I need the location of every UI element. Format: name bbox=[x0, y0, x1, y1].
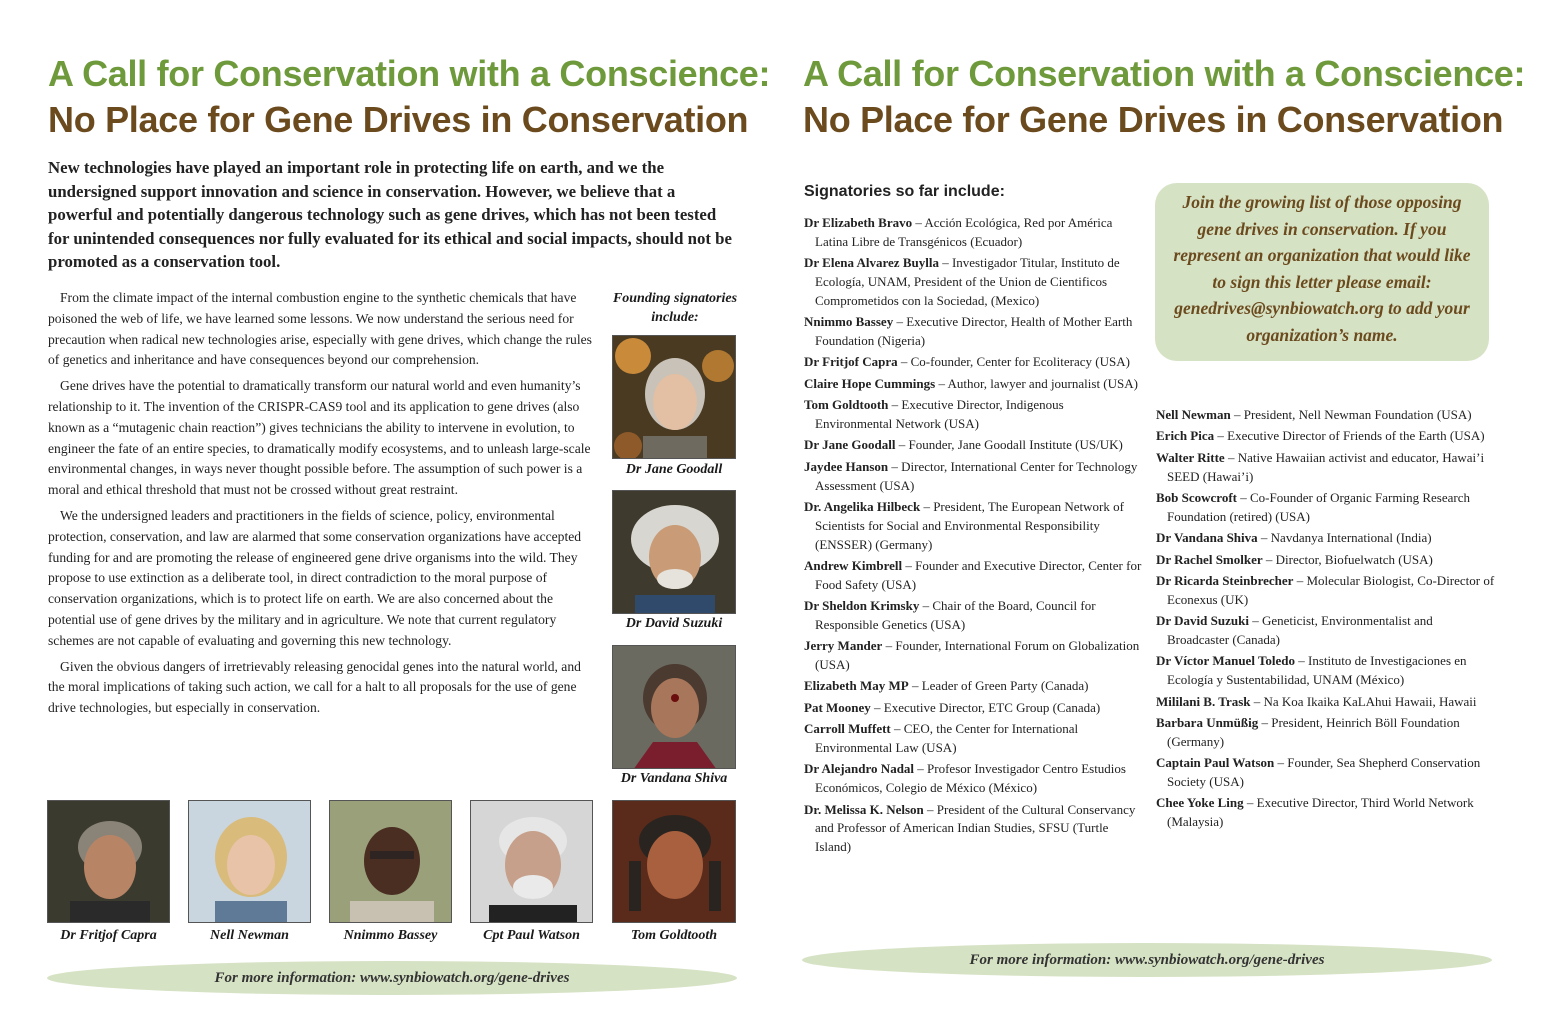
signatory-name: Pat Mooney bbox=[804, 699, 871, 715]
signatory-description: – Co-Founder of Organic Farming Research Foundation (retired) (USA) bbox=[1167, 489, 1470, 524]
signatory-entry bbox=[804, 597, 1144, 635]
signatory-description: – Founder, Jane Goodall Institute (US/UK) bbox=[895, 437, 1123, 453]
signatory-description: – Chair of the Board, Council for Responsible Genetics (USA) bbox=[815, 598, 1096, 632]
signatory-entry bbox=[804, 436, 1144, 455]
signatory-entry bbox=[1156, 551, 1496, 570]
photo-tom-goldtooth bbox=[612, 800, 736, 923]
signatory-entry bbox=[1156, 754, 1496, 792]
signatory-description: – Profesor Investigador Centro Estudios Económicos, Colegio de México (México) bbox=[815, 761, 1126, 796]
signatory-entry bbox=[1156, 612, 1496, 650]
caption-nell-newman: Nell Newman bbox=[210, 928, 289, 943]
join-callout: Join the growing list of those opposing gene drives in conservation. If you represent an organization that would like to sign this letter please email: genedrives@synbiowatch.org to add your organization’s name. bbox=[1155, 183, 1489, 361]
signatory-name: Claire Hope Cummings bbox=[804, 375, 936, 391]
signatory-entry bbox=[804, 677, 1144, 696]
signatory-entry bbox=[804, 699, 1144, 718]
signatory-name: Dr Víctor Manuel Toledo bbox=[1156, 653, 1296, 669]
signatory-description: – Founder, Sea Shepherd Conservation Society (USA) bbox=[1167, 755, 1481, 789]
photo-nnimmo-bassey bbox=[329, 800, 452, 923]
signatory-name: Dr Vandana Shiva bbox=[1156, 530, 1258, 546]
photo-fritjof-capra bbox=[47, 800, 170, 923]
signatory-entry bbox=[1156, 652, 1496, 690]
signatory-name: Bob Scowcroft bbox=[1156, 489, 1238, 505]
signatory-description: – Executive Director, ETC Group (Canada) bbox=[870, 699, 1101, 715]
signatory-entry bbox=[1156, 714, 1496, 752]
signatory-entry bbox=[804, 214, 1144, 252]
signatory-description: – Na Koa Ikaika KaLAhui Hawaii, Hawaii bbox=[1250, 693, 1477, 709]
photo-david-suzuki bbox=[612, 490, 736, 614]
signatory-name: Dr Rachel Smolker bbox=[1156, 551, 1263, 567]
signatory-description: – Director, International Center for Technology Assessment (USA) bbox=[815, 458, 1138, 493]
body-text bbox=[48, 288, 596, 724]
signatory-description: – Executive Director of Friends of the Earth (USA) bbox=[1214, 428, 1485, 444]
signatory-description: – Executive Director, Indigenous Environmental Network (USA) bbox=[815, 397, 1064, 431]
signatory-entry bbox=[804, 801, 1144, 857]
right-title-line1: A Call for Conservation with a Conscience: bbox=[803, 53, 1526, 94]
intro-paragraph: New technologies have played an important role in protecting life on earth, and we the undersigned support innovation and science in conservation. However, we believe that a powerful and potentially dangerous technology such as gene drives, which has not been tested for unintended consequences nor fully evaluated for its ethical and social impacts, should not be promoted as a conservation tool. bbox=[48, 158, 732, 271]
signatory-name: Andrew Kimbrell bbox=[804, 557, 903, 573]
signatory-entry bbox=[804, 760, 1144, 798]
signatory-name: Jaydee Hanson bbox=[804, 458, 889, 474]
body-paragraph: From the climate impact of the internal combustion engine to the synthetic chemicals that have poisoned the web of life, we have learned some lessons. We now understand the serious need for precaution when radical new technologies arise, especially with gene drives, which change the rules of genetics and inheritance and have consequences beyond our comprehension. bbox=[48, 290, 592, 368]
signatory-name: Jerry Mander bbox=[804, 638, 883, 654]
signatory-name: Erich Pica bbox=[1156, 428, 1215, 444]
signatory-name: Dr Sheldon Krimsky bbox=[804, 598, 920, 614]
signatory-description: – President, The European Network of Scientists for Social and Environmental Responsibility (ENSSER) (Germany) bbox=[815, 498, 1124, 552]
signatory-name: Dr. Melissa K. Nelson bbox=[804, 801, 924, 817]
founding-label: Founding signatories include: bbox=[612, 291, 738, 325]
signatory-entry bbox=[1156, 572, 1496, 610]
signatory-entry bbox=[804, 557, 1144, 595]
signatories-column-2 bbox=[1156, 406, 1496, 834]
photo-vandana-shiva bbox=[612, 645, 736, 769]
signatory-name: Elizabeth May MP bbox=[804, 678, 909, 694]
signatory-entry bbox=[1156, 449, 1496, 487]
signatory-description: – Executive Director, Third World Network (Malaysia) bbox=[1167, 795, 1474, 830]
signatory-entry bbox=[1156, 406, 1496, 425]
signatory-name: Dr Ricarda Steinbrecher bbox=[1156, 572, 1294, 588]
signatory-entry bbox=[804, 637, 1144, 675]
caption-nnimmo-bassey: Nnimmo Bassey bbox=[343, 928, 438, 943]
signatory-description: – Instituto de Investigaciones en Ecología y Sustentabilidad, UNAM (México) bbox=[1167, 653, 1467, 688]
right-footer-link[interactable]: For more information: www.synbiowatch.org/gene-drives bbox=[802, 943, 1492, 977]
signatory-name: Carroll Muffett bbox=[804, 721, 891, 737]
signatory-name: Nnimmo Bassey bbox=[804, 314, 894, 330]
signatory-description: – Author, lawyer and journalist (USA) bbox=[935, 375, 1138, 391]
caption-paul-watson: Cpt Paul Watson bbox=[483, 928, 580, 943]
signatory-name: Dr Jane Goodall bbox=[804, 437, 896, 453]
signatory-name: Dr Elizabeth Bravo bbox=[804, 215, 913, 230]
signatory-description: – President of the Cultural Conservancy and Professor of American Indian Studies, SFSU (Turtle Island) bbox=[815, 801, 1136, 855]
body-paragraph: Gene drives have the potential to dramatically transform our natural world and even humanity’s relationship to it. The invention of the CRISPR-CAS9 tool and its application to gene drives (also known as a “mutagenic chain reaction”) gives technicians the ability to intervene in evolution, to engineer the fate of an entire species, to dramatically modify ecosystems, and to unleash large-scale environmental changes, in ways never thought possible before. The assumption of such power is a moral and ethical threshold that must not be crossed without great restraint. bbox=[48, 378, 591, 498]
signatory-name: Dr Elena Alvarez Buylla bbox=[804, 255, 939, 271]
caption-david-suzuki: Dr David Suzuki bbox=[625, 616, 723, 631]
caption-fritjof-capra: Dr Fritjof Capra bbox=[60, 928, 157, 943]
signatory-name: Mililani B. Trask bbox=[1156, 693, 1251, 709]
signatory-description: – Director, Biofuelwatch (USA) bbox=[1262, 551, 1433, 567]
signatories-column-1 bbox=[804, 214, 1144, 860]
signatory-description: – Co-founder, Center for Ecoliteracy (USA) bbox=[897, 354, 1130, 370]
signatory-description: – Executive Director, Health of Mother Earth Foundation (Nigeria) bbox=[815, 314, 1133, 348]
caption-jane-goodall: Dr Jane Goodall bbox=[625, 462, 723, 477]
signatory-description: – CEO, the Center for International Environmental Law (USA) bbox=[815, 721, 1079, 756]
signatory-entry bbox=[804, 720, 1144, 758]
signatory-description: – Leader of Green Party (Canada) bbox=[908, 678, 1089, 694]
right-page bbox=[775, 0, 1550, 1033]
body-paragraph: We the undersigned leaders and practitioners in the fields of science, policy, environmental protection, conservation, and law are alarmed that some conservation organizations have accepted funding for and are promoting the release of engineered gene drive organisms into the wild. They propose to use extinction as a deliberate tool, in direct contradiction to the moral purpose of conservation organizations, which is to protect life on earth. We are also concerned about the potential use of gene drives by the military and in agriculture. We note that current regulatory schemes are not capable of evaluating and governing this new technology. bbox=[48, 507, 582, 648]
caption-tom-goldtooth: Tom Goldtooth bbox=[630, 928, 718, 943]
signatory-name: Dr. Angelika Hilbeck bbox=[804, 498, 921, 514]
signatory-entry bbox=[804, 375, 1144, 394]
signatory-description: – President, Nell Newman Foundation (USA) bbox=[1230, 407, 1472, 422]
signatory-entry bbox=[804, 313, 1144, 351]
photo-paul-watson bbox=[470, 800, 593, 923]
signatory-name: Dr Fritjof Capra bbox=[804, 354, 898, 370]
signatory-entry bbox=[1156, 693, 1496, 712]
left-footer-link[interactable]: For more information: www.synbiowatch.org/gene-drives bbox=[47, 961, 737, 995]
signatory-description: – Native Hawaiian activist and educator, Hawai’i SEED (Hawai’i) bbox=[1167, 449, 1485, 484]
left-title-line1: A Call for Conservation with a Conscience: bbox=[48, 53, 771, 94]
signatory-description: – Geneticist, Environmentalist and Broadcaster (Canada) bbox=[1167, 613, 1433, 647]
signatory-name: Tom Goldtooth bbox=[804, 397, 889, 413]
signatories-heading: Signatories so far include: bbox=[804, 183, 1005, 200]
signatory-entry bbox=[804, 458, 1144, 496]
signatory-description: – Investigador Titular, Instituto de Ecología, UNAM, President of the Union de Cientificos Comprometidos con la Sociedad, (Mexico) bbox=[815, 255, 1120, 308]
signatory-description: – Acción Ecológica, Red por América Latina Libre de Transgénicos (Ecuador) bbox=[815, 215, 1113, 249]
signatory-entry bbox=[1156, 489, 1496, 527]
signatory-entry bbox=[1156, 529, 1496, 548]
signatory-description: – Molecular Biologist, Co-Director of Econexus (UK) bbox=[1167, 572, 1495, 607]
photo-jane-goodall bbox=[612, 335, 736, 459]
body-paragraph: Given the obvious dangers of irretrievably releasing genocidal genes into the natural world, and the moral implications of taking such action, we call for a halt to all proposals for the use of gene drive technologies, but especially in conservation. bbox=[48, 658, 581, 716]
caption-vandana-shiva: Dr Vandana Shiva bbox=[620, 771, 728, 786]
signatory-description: – Navdanya International (India) bbox=[1257, 530, 1432, 546]
signatory-entry bbox=[804, 498, 1144, 554]
signatory-name: Dr David Suzuki bbox=[1156, 613, 1249, 629]
signatory-name: Dr Alejandro Nadal bbox=[804, 761, 915, 777]
signatory-entry bbox=[1156, 794, 1496, 832]
signatory-description: – President, Heinrich Böll Foundation (Germany) bbox=[1167, 714, 1460, 749]
signatory-entry bbox=[804, 254, 1144, 310]
signatory-entry bbox=[1156, 427, 1496, 446]
photo-nell-newman bbox=[188, 800, 311, 923]
signatory-entry bbox=[804, 396, 1144, 434]
signatory-name: Barbara Unmüßig bbox=[1156, 714, 1259, 730]
signatory-description: – Founder and Executive Director, Center for Food Safety (USA) bbox=[815, 557, 1142, 592]
signatory-entry bbox=[804, 353, 1144, 372]
signatory-name: Captain Paul Watson bbox=[1156, 755, 1275, 771]
signatory-name: Nell Newman bbox=[1156, 407, 1231, 422]
signatory-name: Walter Ritte bbox=[1156, 449, 1225, 465]
signatory-name: Chee Yoke Ling bbox=[1156, 795, 1244, 811]
right-title-line2: No Place for Gene Drives in Conservation bbox=[803, 99, 1504, 140]
signatory-description: – Founder, International Forum on Globalization (USA) bbox=[815, 638, 1140, 673]
left-title-line2: No Place for Gene Drives in Conservation bbox=[48, 99, 749, 140]
